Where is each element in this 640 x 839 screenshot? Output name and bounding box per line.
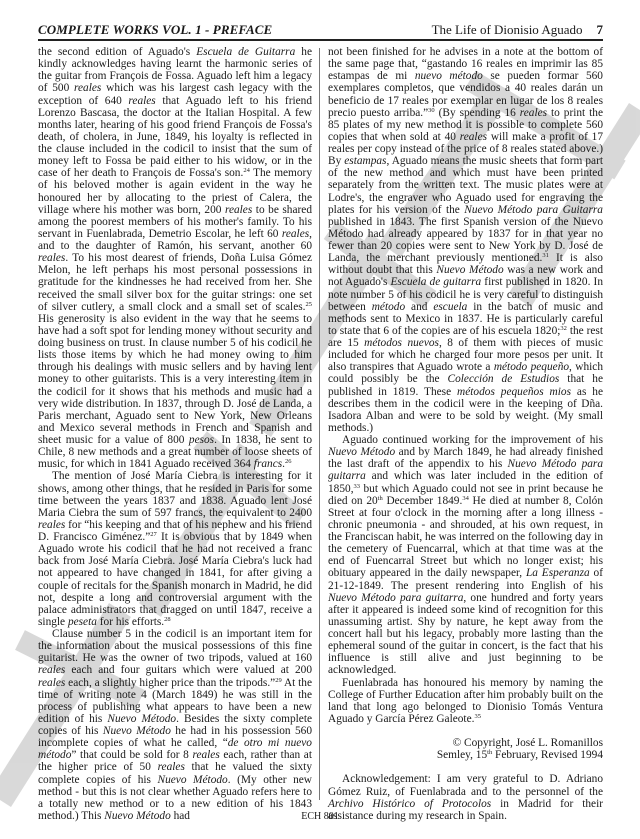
text-run: His generosity is also evident in the way that he seems to have had a soft spot for lending money without security and doing business on trust. In clause number 5 of his codicil he lists those items by which he had money owing to him through his dealings with music sellers and by having lent money to other guitarists. This is a very interesting item in the codicil for it shows that his methods and music had a very wide distribution. In 1837, through D. José de Landa, a Paris merchant, Aguado sent to New York, New Orleans and Mexico several methods in French and Spanish and sheet music for a value of 800 [38,312,312,446]
text-run: as he describes them in the codicil were in the keeping of Dña. Isadora Alban and were to be sold by weight. (My small methods.) [328,385,603,434]
text-run: , 8 of them with pieces of music included for which he charged four more pesos per unit. It also transpires that Aguado wrote a [328,337,603,374]
italic-text: reales [74,82,102,95]
text-run: It is also without doubt that this [328,252,603,277]
paragraph [38,628,312,822]
text-run: Fuenlabrada has honoured his memory by naming the College of Further Education after him probably built on the land that long ago belonged to Dionisio Tomás Ventura Aguado y García Pérez Galeote. [328,676,603,725]
italic-text: pesos [188,434,215,446]
text-run: and which was later included in the edition of 1850, [328,470,603,495]
footer-code: ECH 801 [301,811,339,822]
italic-text: Nuevo Método para guitarra [328,591,464,604]
paragraph [328,46,603,434]
text-run: published in 1843. The first Spanish version of the Nuevo Método had already appeared by 1837 for in that year no fewer than 20 copies were sent to New York by D. José de Landa, the merchant previously mentioned. [328,215,603,265]
text-run: he kindly acknowledges having learnt the harmonic series of the guitar from François de Fossa. Aguado left him a legacy of 500 [38,46,312,95]
italic-text: métodos nuevos [364,337,439,349]
column-divider [319,48,320,800]
paragraph [38,46,312,470]
date-line [328,749,603,761]
italic-text: reales [38,252,66,265]
text-run: He died at number 8, Colón Street at four o'clock in the morning after a long illness - chronic pneumonia - and shrouded, at his own request, in the Franciscan habit, he was interred on the following day in the cemetery of Fuencarral, which at that time was at the end of Fuencarral Street but which no longer exist; his obituary appeared in the daily newspaper, [328,494,604,580]
text-run: and by March 1849, he had already finished the last draft of the appendix to his [328,446,603,471]
text-run: and [405,300,434,313]
italic-text: Nuevo Método [157,773,228,786]
footnote-ref: 28 [164,615,171,623]
text-run: each, rather than at the higher price of 50 [38,749,312,774]
text-run: was a new work and not Aguado's [328,264,604,289]
text-run: The mention of José María Ciebra is interesting for it shows, among other things, that he resided in Paris for some time between the years 1837 and 1838. Aguado lent José Maria Ciebra the sum of 597 francs, the equivalent to 2400 [38,470,312,519]
header-rule [38,39,603,41]
italic-text: Colección de Estudios [447,373,560,386]
text-run: to print the 85 plates of my new method it is possible to complete 560 copies that when sold at 40 [328,106,604,143]
italic-text: Nuevo Método [328,446,396,459]
text-run: the second edition of Aguado's [38,46,197,58]
text-run: It is obvious that by 1849 when Aguado wrote his codicil that he had not received a franc back from José María Ciebra. José María Ciebra's luck had not appeared to have changed in 1841, for after giving a couple of recitals for the Spanish monarch in Madrid, he did not, despite a long and controversial argument with the palace administrators that dragged on until 1847, receive a single [38,531,312,628]
footnote-ref: 29 [275,676,282,684]
text-run: which was his largest cash legacy with the exception of 640 [38,82,312,107]
text-run: he had in his possession 560 incomplete copies of what he called, “ [38,725,312,750]
italic-text: nuevo método [414,70,483,83]
italic-text: La Esperanza [525,567,590,580]
italic-text: reales [128,94,156,107]
text-run: not been finished for he advises in a note at the bottom of the same page that, “gastando 16 reales en imprimir las 85 estampas de mi [328,46,603,83]
italic-text: reales [224,203,253,216]
text-run: December 1849. [382,494,463,507]
italic-text: reales [519,106,548,119]
text-run: © Copyright, José L. Romanillos [452,737,603,750]
italic-text: Nuevo Método [102,725,171,737]
text-run: . In 1838, he sent to Chile, 8 new methods and a great number of loose sheets of music, for which in 1841 Aguado received 364 [38,434,312,471]
italic-text: Nuevo Método para Guitarra [464,203,603,216]
footnote-ref: 35 [474,712,481,720]
text-run: in Madrid for their assistance during my research in Spain. [328,797,603,822]
text-run: first published in 1820. In note number 5 of his codicil he is very careful to distinguish between [328,276,603,313]
italic-text: métodos pequeños mios [457,385,571,398]
footnote-ref: 30 [428,106,435,114]
paragraph [38,470,312,628]
footnote-ref: 26 [285,458,292,466]
text-run: for his efforts. [96,615,165,628]
text-run: , which could possibly be the [328,361,603,386]
right-column [328,46,603,822]
footnote-ref: th [487,749,493,757]
footnote-ref: 33 [353,482,361,490]
text-run: . [282,458,285,471]
footnote-ref: th [377,494,383,502]
left-column [38,46,312,822]
italic-text: Escuela de guitarra [390,276,482,289]
italic-text: reales [38,518,66,531]
text-run: . (My other new method - but this is not clear whether Aguado refers here to a totally new method or to a new edition of his 1843 method.) This [38,773,312,822]
italic-text: peseta [67,615,97,628]
copyright-line [328,737,603,749]
italic-text: reales [281,227,310,240]
text-run: Clause number 5 in the codicil is an important item for the information about the musical possessions of this fine guitarist. He was the owner of two tripods, valued at 160 [38,628,312,665]
page-number: 7 [596,22,603,37]
italic-text: reales [38,664,66,677]
footnote-ref: 31 [542,252,549,260]
text-run: to be shared among the poorest members of his mother's family. To his servant in Fuenlabrada, Demetrio Escolar, he left 60 [38,203,312,240]
italic-text: Nuevo Método [104,809,171,822]
italic-text: de otro mi nuevo método [38,737,312,762]
text-run: , Aguado means the music sheets that form part of the new method and which must have been printed separately from the written text. The music plates were at Lodre's, the engraver who Aguado used for engraving the plates for his version of the [328,155,603,216]
text-run: for “his keeping and that of his nephew and his friend D. Francisco Giménez.” [38,518,312,543]
italic-text: método pequeño [493,361,570,374]
text-run: (By spending 16 [434,106,520,119]
text-run: that Aguado left to his friend Lorenzo Bascasa, the doctor at the Italian Hospital. A few months later, hearing of his good friend François de Fossa's death, of cholera, in June, 1849, his loyalty is reflected in the clause included in the codicil to insist that the sum of money left to Fossa be paid either to his widow, or in the case of her death to François de Fossa's son. [38,94,312,180]
text-run: se pueden formar 560 exemplares completos, que vendidos a 40 reales darán un beneficio de 17 reales por exemplar en lugar de los 8 reales precio puesto arriba.” [328,70,603,119]
text-run: , one hundred and forty years after it appeared is indeed some kind of recognition for this unassuming artist. Shy by nature, he kept away from the concert hall but his legacy, probably more lasting than the ephemeral sound of the guitar in concert, is the fact that his influence is still alive and just beginning to be acknowledged. [328,591,604,677]
text-run: . Besides the sixty complete copies of his [38,712,313,737]
italic-text: Escuela de Guitarra [196,46,296,58]
footnote-ref: 27 [150,531,157,538]
chapter-title: The Life of Dionisio Aguado [431,22,583,37]
italic-text: francs [253,458,283,471]
text-run: the rest are 15 [328,324,603,349]
italic-text: Archivo Histórico of Protocolos [328,797,492,810]
text-run: The memory of his beloved mother is again evident in the way he honoured her by allocating to the priest of Calera, the village where his mother was born, 200 [38,167,312,216]
italic-text: reales [38,676,66,689]
text-run: At the time of writing note 4 (March 1849) he was still in the process of publishing what appears to have been a new edition of his [38,676,312,725]
italic-text: escuela [433,300,468,313]
italic-text: estampas [344,155,387,168]
text-run: that he valued the sixty complete copies of his [38,761,312,786]
footnote-ref: 32 [560,324,567,332]
footnote-ref: 34 [462,494,469,502]
paragraph [328,434,603,677]
italic-text: Nuevo Método para guitarra [328,458,603,483]
text-run: , and to the daughter of Ramón, his servant, another 60 [38,227,312,252]
text-run: . To his most dearest of friends, Doña Luisa Gómez Melon, he left perhaps his most personal possessions in gratitude for the kindnesses he had received from her. She received the small silver box for the guitar strings: one set of silver cutlery, a small clock and a small set of scales. [38,252,312,313]
text-run: each and four guitars which were valued at 200 [65,664,312,677]
text-run: had [170,809,190,822]
text-run: will make a profit of 17 reales per copy instead of the price of 8 reales stated above.) By [328,130,603,168]
italic-text: reales [157,761,185,774]
italic-text: Nuevo Método [436,264,504,277]
paragraph [328,677,603,726]
text-run: of 21-12-1849. The present rendering into English of his [328,567,603,592]
text-run: in the batch of music and methods sent to Mexico in 1837. He is particularly careful to state that 6 of the copies are of his escuela 1820; [328,300,604,337]
text-run: that he published in 1819. These [328,373,604,398]
text-run: February, Revised 1994 [492,749,603,762]
running-header-right [432,22,603,38]
text-run: each, a slightly higher price than the tripods.” [65,676,276,689]
text-run: Aguado continued working for the improvement of his [342,434,603,446]
text-run: Semley, 15 [436,749,488,762]
italic-text: método [371,300,406,313]
italic-text: reales [459,130,488,143]
italic-text: reales [192,749,220,762]
text-run: Acknowledgement: I am very grateful to D. Adriano Gómez Ruiz, of Fuenlabrada and to the personnel of the [328,773,603,798]
footnote-ref: 24 [243,167,250,175]
italic-text: Nuevo Método [107,712,177,725]
footnote-ref: 25 [305,300,312,308]
running-header-title: COMPLETE WORKS VOL. 1 - PREFACE [38,22,273,37]
text-run: but which Aguado could not see in print because he died on 20 [328,482,603,507]
text-run: ” that could be sold for 8 [71,749,193,762]
